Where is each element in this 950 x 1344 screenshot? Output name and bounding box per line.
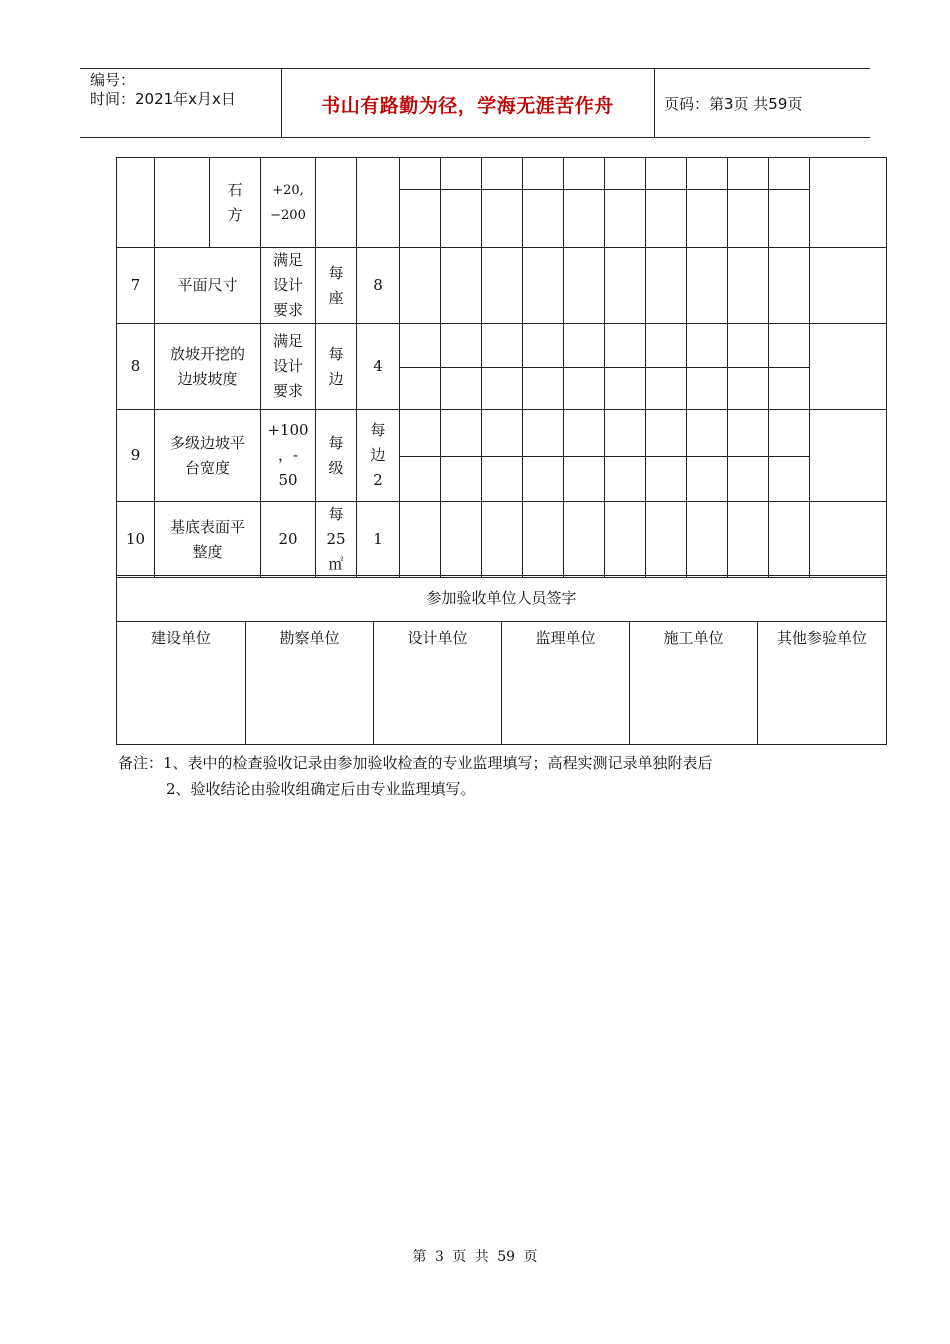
signature-unit-contractor: 施工单位 xyxy=(630,622,758,745)
inspection-table xyxy=(116,157,887,578)
tolerance-cell: 满足 设计 要求 xyxy=(261,324,316,410)
header-page-number: 页码：第3页 共59页 xyxy=(664,95,803,113)
points-cell: 1 xyxy=(357,502,400,578)
row-number: 10 xyxy=(117,502,155,578)
note-line: 2、验收结论由验收组确定后由专业监理填写。 xyxy=(166,780,476,798)
header-meta xyxy=(90,71,236,109)
table-row xyxy=(117,324,887,368)
row-number: 7 xyxy=(117,248,155,324)
item-cell: 放坡开挖的 边坡坡度 xyxy=(155,324,261,410)
page-header xyxy=(80,68,870,138)
signature-unit-other: 其他参验单位 xyxy=(758,622,887,745)
signature-table xyxy=(116,575,887,745)
note-line: 备注：1、表中的检查验收记录由参加验收检查的专业监理填写；高程实测记录单独附表后 xyxy=(118,754,713,772)
frequency-cell: 每 级 xyxy=(316,410,357,502)
table-row xyxy=(117,502,887,578)
signature-unit-construction: 建设单位 xyxy=(117,622,246,745)
tolerance-cell: +20, −200 xyxy=(261,158,316,248)
signature-unit-survey: 勘察单位 xyxy=(246,622,374,745)
item-cell: 石方 xyxy=(210,158,261,248)
points-cell: 8 xyxy=(357,248,400,324)
tolerance-cell: 20 xyxy=(261,502,316,578)
signature-title: 参加验收单位人员签字 xyxy=(117,576,887,622)
signature-unit-supervision: 监理单位 xyxy=(502,622,630,745)
item-cell: 基底表面平 整度 xyxy=(155,502,261,578)
tolerance-cell: +100 ，- 50 xyxy=(261,410,316,502)
item-cell: 多级边坡平 台宽度 xyxy=(155,410,261,502)
header-motto: 书山有路勤为径，学海无涯苦作舟 xyxy=(321,95,614,117)
signature-unit-design: 设计单位 xyxy=(374,622,502,745)
frequency-cell: 每 边 xyxy=(316,324,357,410)
document-time-label: 时间：2021年x月x日 xyxy=(90,90,236,108)
tolerance-cell: 满足 设计 要求 xyxy=(261,248,316,324)
points-cell: 每 边 2 xyxy=(357,410,400,502)
row-number: 8 xyxy=(117,324,155,410)
table-row xyxy=(117,410,887,457)
table-row xyxy=(117,248,887,324)
document-number-label: 编号： xyxy=(90,71,136,89)
notes xyxy=(118,750,713,802)
table-row xyxy=(117,158,887,190)
points-cell: 4 xyxy=(357,324,400,410)
item-cell: 平面尺寸 xyxy=(155,248,261,324)
table-row xyxy=(117,576,887,622)
table-row xyxy=(117,622,887,745)
row-number: 9 xyxy=(117,410,155,502)
frequency-cell: 每 25 ㎡ xyxy=(316,502,357,578)
page-footer: 第 3 页 共 59 页 xyxy=(412,1249,538,1265)
frequency-cell: 每 座 xyxy=(316,248,357,324)
